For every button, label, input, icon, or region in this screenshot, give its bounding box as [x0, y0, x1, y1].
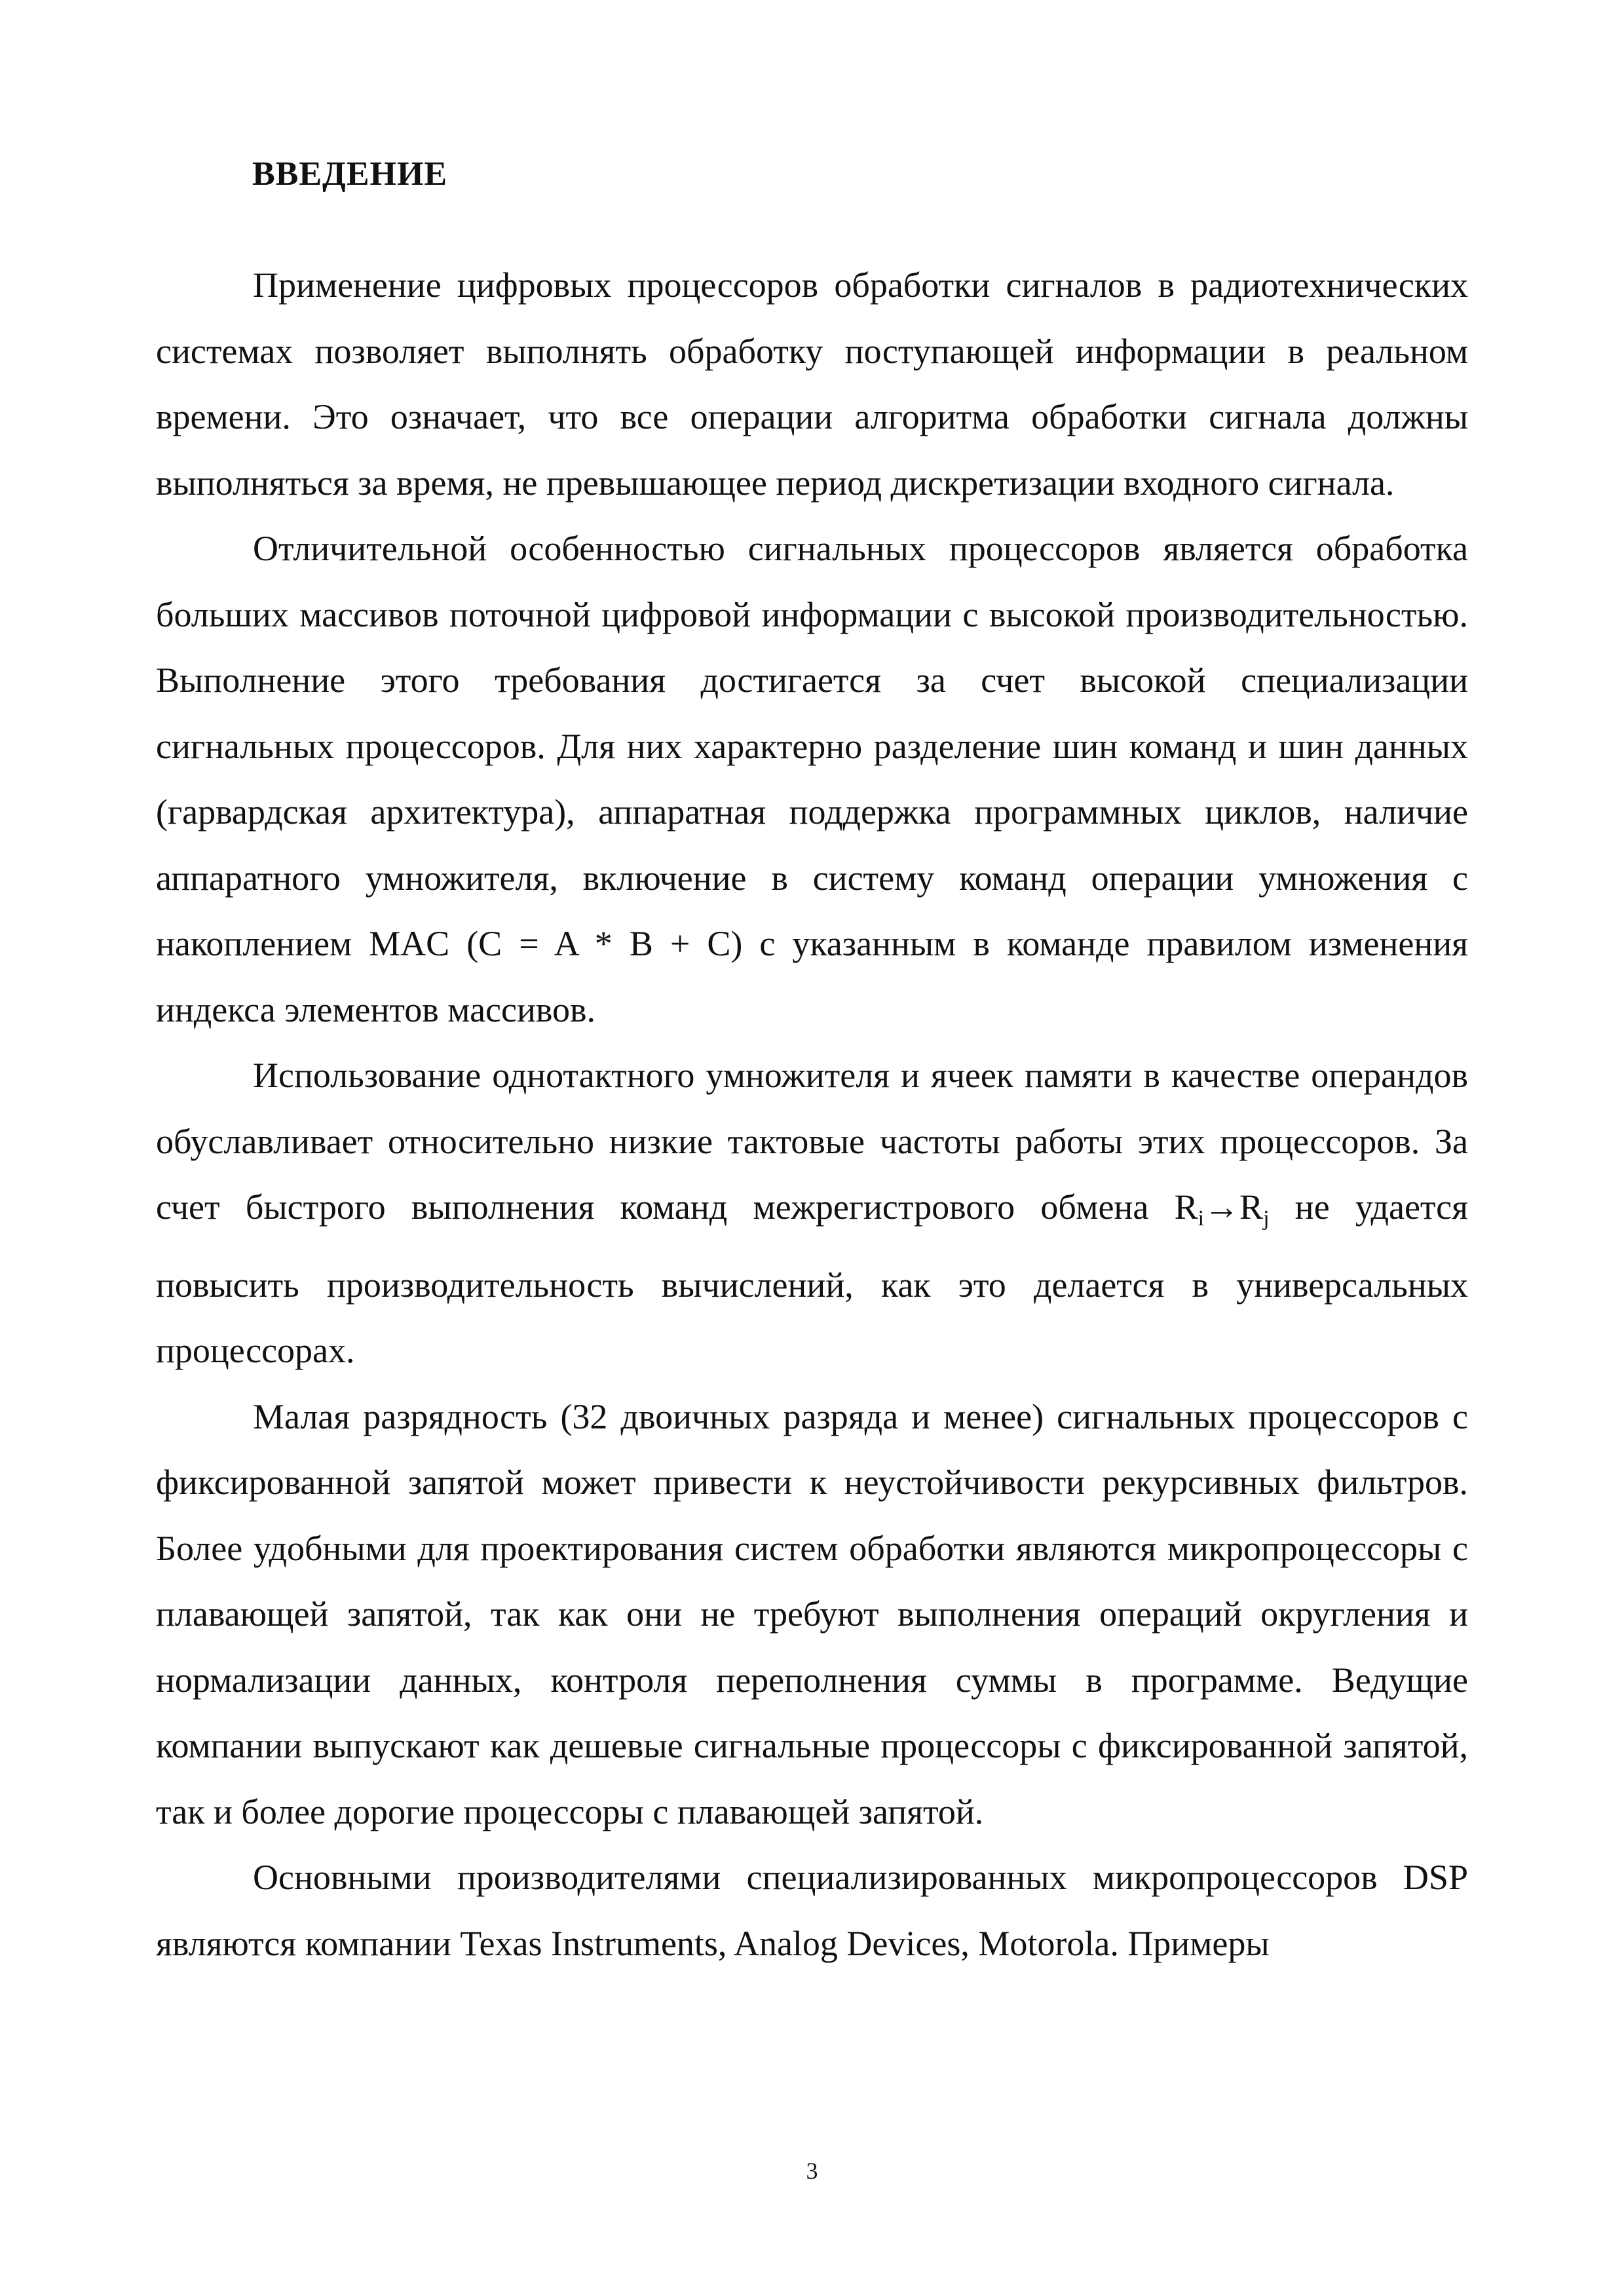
register-a: R [1174, 1187, 1198, 1227]
arrow-symbol: → [1204, 1187, 1240, 1227]
register-a-subscript: i [1198, 1206, 1205, 1231]
paragraph-3 [156, 1043, 1468, 1384]
body-text [156, 252, 1468, 1976]
paragraph-4: Малая разрядность (32 двоичных разряда и менее) сигнальных процессоров с фиксированной запятой может привести к неустойчивости рекурсивных фильтров. Более удобными для проектирования систем обработки являются микропроцессоры с плавающей запятой, так как они не требуют выполнения операций округления и нормализации данных, контроля переполнения суммы в программе. Ведущие компании выпускают как дешевые сигнальные процессоры с фиксированной запятой, так и более дорогие процессоры с плавающей запятой. [156, 1396, 1468, 1831]
paragraph-3-text-after: не удается повысить производительность вычислений, как это делается в универсальных процессорах. [156, 1187, 1468, 1370]
register-b: R [1239, 1187, 1264, 1227]
paragraph-3-text-before: Использование однотактного умножителя и ячеек памяти в качестве операндов обуславливает относительно низкие тактовые частоты работы этих процессоров. За счет быстрого выполнения команд межрегистрового обмена [156, 1056, 1468, 1227]
paragraph-5: Основными производителями специализированных микропроцессоров DSP являются компании Texas Instruments, Analog Devices, Motorola. Примеры [156, 1858, 1468, 1963]
register-b-subscript: j [1263, 1206, 1270, 1231]
section-heading: ВВЕДЕНИЕ [252, 155, 448, 193]
paragraph-1: Применение цифровых процессоров обработки сигналов в радиотехнических системах позволяет выполнять обработку поступающей информации в реальном времени. Это означает, что все операции алгоритма обработки сигнала должны выполняться за время, не превышающее период дискретизации входного сигнала. [156, 265, 1468, 503]
page-number: 3 [806, 2158, 818, 2184]
paragraph-2: Отличительной особенностью сигнальных процессоров является обработка больших массивов поточной цифровой информации с высокой производительностью. Выполнение этого требования достигается за счет высокой специализации сигнальных процессоров. Для них характерно разделение шин команд и шин данных (гарвардская архитектура), аппаратная поддержка программных циклов, наличие аппаратного умножителя, включение в систему команд операции умножения с накоплением MAC (C = A * B + C) с указанным в команде правилом изменения индекса элементов массивов. [156, 529, 1468, 1029]
